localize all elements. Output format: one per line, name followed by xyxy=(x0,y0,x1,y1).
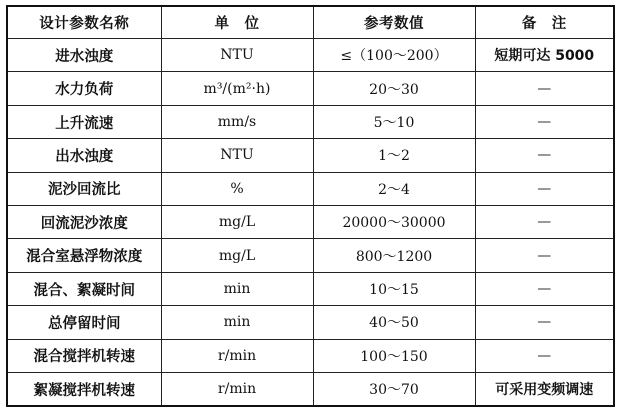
header-parameter-name: 设计参数名称 xyxy=(7,6,161,39)
remark-cell: — xyxy=(475,339,614,372)
table-row xyxy=(7,339,614,372)
parameter-name-cell: 回流泥沙浓度 xyxy=(7,206,161,239)
header-reference-value: 参考数值 xyxy=(313,6,475,39)
unit-cell: r/min xyxy=(161,339,313,372)
table-row xyxy=(7,239,614,272)
value-cell: 10～15 xyxy=(313,272,475,305)
header-remark: 备 注 xyxy=(475,6,614,39)
remark-cell: — xyxy=(475,72,614,105)
table-row xyxy=(7,306,614,339)
value-cell: 100～150 xyxy=(313,339,475,372)
remark-cell: — xyxy=(475,272,614,305)
parameter-name-cell: 水力负荷 xyxy=(7,72,161,105)
parameter-name-cell: 总停留时间 xyxy=(7,306,161,339)
unit-cell: mg/L xyxy=(161,239,313,272)
value-cell: 800～1200 xyxy=(313,239,475,272)
table-row xyxy=(7,39,614,72)
table-row xyxy=(7,139,614,172)
table-row xyxy=(7,373,614,406)
value-cell: ≤（100～200） xyxy=(313,39,475,72)
unit-cell: r/min xyxy=(161,373,313,406)
table-header-row xyxy=(7,6,614,39)
table-row xyxy=(7,206,614,239)
parameter-name-cell: 絮凝搅拌机转速 xyxy=(7,373,161,406)
value-cell: 30～70 xyxy=(313,373,475,406)
parameter-name-cell: 混合搅拌机转速 xyxy=(7,339,161,372)
remark-cell: — xyxy=(475,239,614,272)
unit-cell: NTU xyxy=(161,39,313,72)
remark-cell: — xyxy=(475,306,614,339)
table-row xyxy=(7,272,614,305)
value-cell: 20～30 xyxy=(313,72,475,105)
parameter-name-cell: 混合、絮凝时间 xyxy=(7,272,161,305)
unit-cell: m³/(m²·h) xyxy=(161,72,313,105)
value-cell: 20000～30000 xyxy=(313,206,475,239)
unit-cell: mg/L xyxy=(161,206,313,239)
remark-cell: 短期可达 5000 xyxy=(475,39,614,72)
header-unit: 单 位 xyxy=(161,6,313,39)
parameter-name-cell: 上升流速 xyxy=(7,105,161,138)
remark-cell: — xyxy=(475,206,614,239)
value-cell: 2～4 xyxy=(313,172,475,205)
value-cell: 40～50 xyxy=(313,306,475,339)
remark-cell: — xyxy=(475,105,614,138)
parameter-name-cell: 出水浊度 xyxy=(7,139,161,172)
unit-cell: mm/s xyxy=(161,105,313,138)
unit-cell: min xyxy=(161,306,313,339)
design-parameter-table xyxy=(6,5,615,407)
remark-cell: — xyxy=(475,172,614,205)
parameter-name-cell: 混合室悬浮物浓度 xyxy=(7,239,161,272)
unit-cell: min xyxy=(161,272,313,305)
table-row xyxy=(7,172,614,205)
unit-cell: % xyxy=(161,172,313,205)
remark-cell: — xyxy=(475,139,614,172)
parameter-name-cell: 泥沙回流比 xyxy=(7,172,161,205)
table-row xyxy=(7,72,614,105)
remark-cell: 可采用变频调速 xyxy=(475,373,614,406)
unit-cell: NTU xyxy=(161,139,313,172)
value-cell: 1～2 xyxy=(313,139,475,172)
parameter-name-cell: 进水浊度 xyxy=(7,39,161,72)
value-cell: 5～10 xyxy=(313,105,475,138)
table-row xyxy=(7,105,614,138)
